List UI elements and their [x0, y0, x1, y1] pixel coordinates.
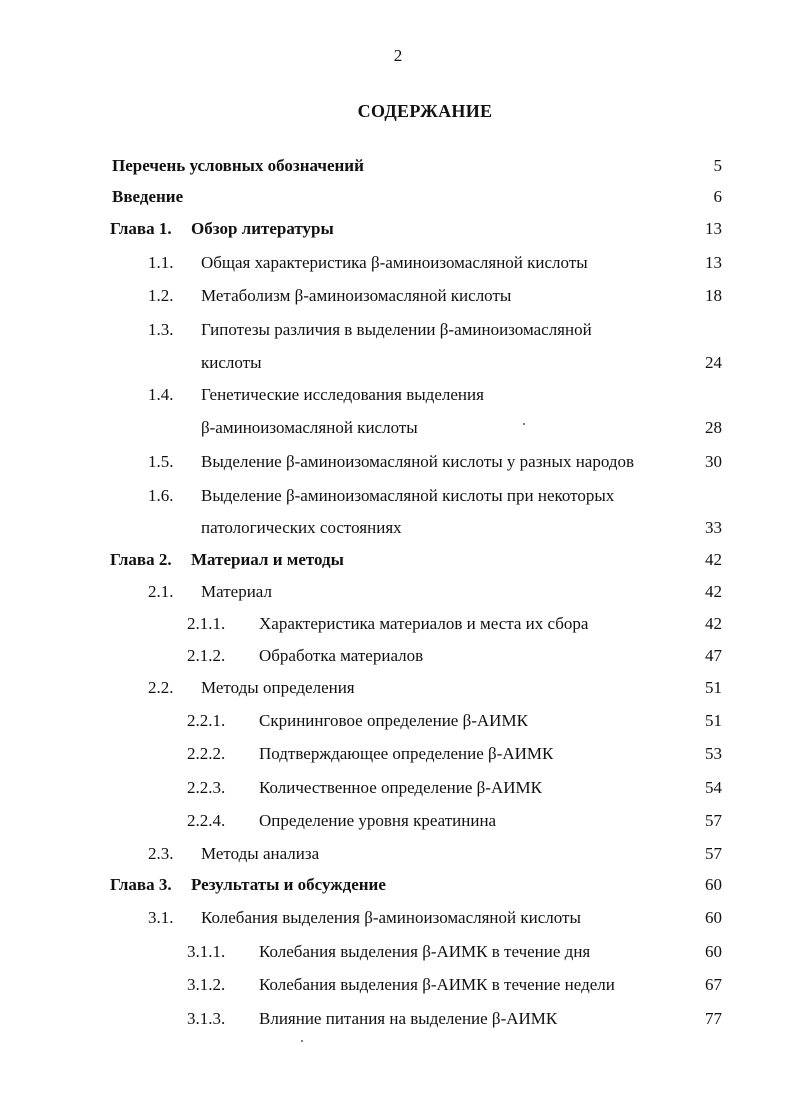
toc-entry-title: Подтверждающее определение β-АИМК [259, 744, 554, 763]
toc-entry [0, 644, 796, 668]
toc-entry-number: 1.6. [148, 486, 174, 505]
toc-entry-title: Влияние питания на выделение β-АИМК [259, 1009, 558, 1028]
toc-entry [0, 742, 796, 766]
toc-entry-page: 6 [713, 187, 722, 206]
toc-entry-title: Колебания выделения β-АИМК в течение недели [259, 975, 615, 994]
toc-entry [0, 1007, 796, 1031]
toc-entry-title: Материал [201, 582, 272, 601]
toc-entry-title: β-аминоизомасляной кислоты [201, 418, 418, 437]
toc-entry [0, 676, 796, 700]
toc-entry [0, 776, 796, 800]
toc-entry-title: Гипотезы различия в выделении β-аминоизомасляной [201, 320, 592, 339]
toc-entry-number: 2.2.4. [187, 811, 226, 830]
toc-entry-page: 42 [705, 614, 722, 633]
toc-entry-page: 77 [705, 1009, 722, 1028]
toc-entry-page: 24 [705, 353, 722, 372]
toc-entry-title: Обзор литературы [191, 219, 334, 238]
toc-entry-number: 3.1.1. [187, 942, 226, 961]
toc-entry [0, 548, 796, 572]
toc-entry [0, 217, 796, 241]
toc-entry-page: 28 [705, 418, 722, 437]
toc-entry-number: 2.1.1. [187, 614, 226, 633]
toc-entry [0, 484, 796, 508]
toc-entry-title: кислоты [201, 353, 262, 372]
toc-entry [0, 450, 796, 474]
page-number: 2 [393, 46, 403, 65]
toc-entry-title: патологических состояниях [201, 518, 402, 537]
toc-entry-page: 60 [705, 942, 722, 961]
toc-entry [0, 873, 796, 897]
toc-entry-page: 33 [705, 518, 722, 537]
toc-entry [0, 185, 796, 209]
toc-entry-title: Колебания выделения β-аминоизомасляной кислоты [201, 908, 581, 927]
toc-entry-number: 1.4. [148, 385, 174, 404]
toc-entry [0, 940, 796, 964]
toc-entry-page: 30 [705, 452, 722, 471]
toc-entry [0, 973, 796, 997]
toc-entry-number: Глава 1. [110, 219, 172, 238]
page-title: СОДЕРЖАНИЕ [357, 101, 493, 121]
toc-entry [0, 709, 796, 733]
toc-entry-page: 57 [705, 811, 722, 830]
toc-entry [0, 318, 796, 342]
toc-entry-page: 54 [705, 778, 722, 797]
toc-entry-title: Результаты и обсуждение [191, 875, 386, 894]
toc-entry-title: Выделение β-аминоизомасляной кислоты у разных народов [201, 452, 635, 471]
toc-entry-title: Обработка материалов [259, 646, 424, 665]
toc-entry-page: 47 [705, 646, 722, 665]
toc-entry-number: 1.2. [148, 286, 174, 305]
toc-entry-number: 2.1.2. [187, 646, 226, 665]
toc-entry-title: Материал и методы [191, 550, 344, 569]
toc-entry-number: 1.1. [148, 253, 174, 272]
toc-entry-page: 51 [705, 711, 722, 730]
toc-entry-title: Перечень условных обозначений [112, 156, 364, 175]
toc-entry-page: 57 [705, 844, 722, 863]
toc-entry-number: 2.1. [148, 582, 174, 601]
toc-entry-page: 60 [705, 908, 722, 927]
toc-entry-page: 13 [705, 219, 722, 238]
toc-entry-page: 67 [705, 975, 722, 994]
toc-entry-title: Введение [112, 187, 184, 206]
toc-entry-title: Метаболизм β-аминоизомасляной кислоты [201, 286, 512, 305]
toc-entry-number: 2.2. [148, 678, 174, 697]
toc-entry [0, 154, 796, 178]
toc-entry-page: 13 [705, 253, 722, 272]
toc-entry-title: Методы анализа [201, 844, 320, 863]
toc-entry-number: 1.3. [148, 320, 174, 339]
toc-entry-page: 18 [705, 286, 722, 305]
toc-entry [0, 516, 796, 540]
toc-entry-number: Глава 3. [110, 875, 172, 894]
toc-entry-title: Колебания выделения β-АИМК в течение дня [259, 942, 591, 961]
toc-entry-title: Генетические исследования выделения [201, 385, 484, 404]
toc-entry-number: Глава 2. [110, 550, 172, 569]
toc-entry-number: 3.1.2. [187, 975, 226, 994]
toc-entry [0, 580, 796, 604]
toc-entry-title: Скрининговое определение β-АИМК [259, 711, 528, 730]
toc-entry [0, 383, 796, 407]
toc-entry-page: 53 [705, 744, 722, 763]
scan-speck [301, 1040, 303, 1042]
toc-entry-title: Количественное определение β-АИМК [259, 778, 542, 797]
toc-entry-number: 3.1. [148, 908, 174, 927]
toc-entry-number: 1.5. [148, 452, 174, 471]
toc-entry-page: 42 [705, 550, 722, 569]
toc-entry [0, 284, 796, 308]
toc-entry-number: 2.2.2. [187, 744, 226, 763]
toc-entry [0, 842, 796, 866]
toc-entry-page: 5 [713, 156, 722, 175]
toc-entry-number: 2.2.1. [187, 711, 226, 730]
toc-entry-title: Методы определения [201, 678, 355, 697]
scan-speck [523, 423, 525, 425]
toc-entry-title: Общая характеристика β-аминоизомасляной кислоты [201, 253, 588, 272]
toc-entry-page: 60 [705, 875, 722, 894]
toc-entry [0, 416, 796, 440]
toc-entry [0, 612, 796, 636]
toc-entry-title: Определение уровня креатинина [259, 811, 497, 830]
toc-entry-number: 2.3. [148, 844, 174, 863]
toc-entry-page: 42 [705, 582, 722, 601]
toc-entry-number: 2.2.3. [187, 778, 226, 797]
toc-entry-number: 3.1.3. [187, 1009, 226, 1028]
toc-entry [0, 351, 796, 375]
toc-entry-page: 51 [705, 678, 722, 697]
toc-entry-title: Характеристика материалов и места их сбора [259, 614, 589, 633]
toc-entry-title: Выделение β-аминоизомасляной кислоты при некоторых [201, 486, 615, 505]
toc-entry [0, 251, 796, 275]
toc-entry [0, 809, 796, 833]
toc-entry [0, 906, 796, 930]
